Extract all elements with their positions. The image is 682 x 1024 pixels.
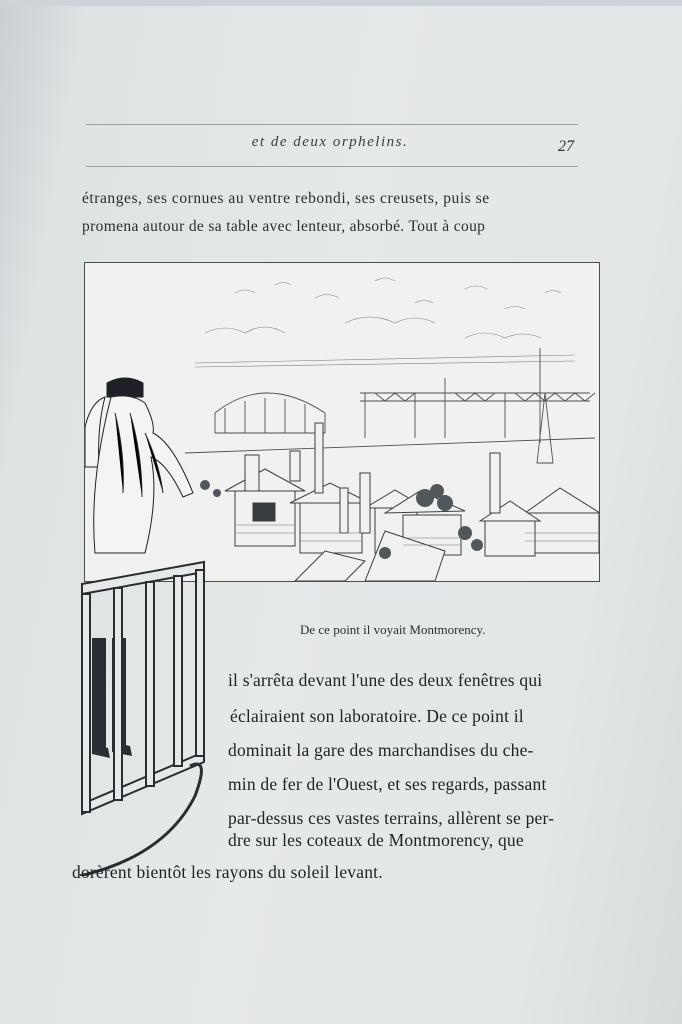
header-rule-top	[86, 124, 578, 125]
body-text-line: dominait la gare des marchandises du che-	[228, 740, 534, 760]
engraving-illustration	[84, 262, 600, 582]
top-text-line: étranges, ses cornues au ventre rebondi, ses creusets, puis se	[82, 190, 490, 207]
figure-man	[85, 378, 193, 553]
body-text-line: il s'arrêta devant l'une des deux fenêtres qui	[228, 670, 543, 690]
body-text-line: par-dessus ces vastes terrains, allèrent se per-	[228, 808, 555, 828]
body-text-line: dorèrent bientôt les rayons du soleil levant.	[72, 862, 383, 882]
page-number: 27	[558, 138, 574, 155]
body-text-line: min de fer de l'Ouest, et ses regards, passant	[228, 774, 547, 794]
illustration-caption: De ce point il voyait Montmorency.	[300, 622, 486, 637]
book-page	[0, 6, 682, 1024]
body-text-line: éclairaient son laboratoire. De ce point il	[230, 706, 524, 726]
montmorency-view-drawing	[85, 263, 599, 581]
body-text-line: dre sur les coteaux de Montmorency, que	[228, 830, 524, 850]
balcony-railing-drawing	[70, 546, 220, 876]
header-rule-bottom	[86, 166, 578, 167]
top-text-line: promena autour de sa table avec lenteur, absorbé. Tout à coup	[82, 218, 486, 235]
running-header: et de deux orphelins.	[251, 134, 409, 150]
